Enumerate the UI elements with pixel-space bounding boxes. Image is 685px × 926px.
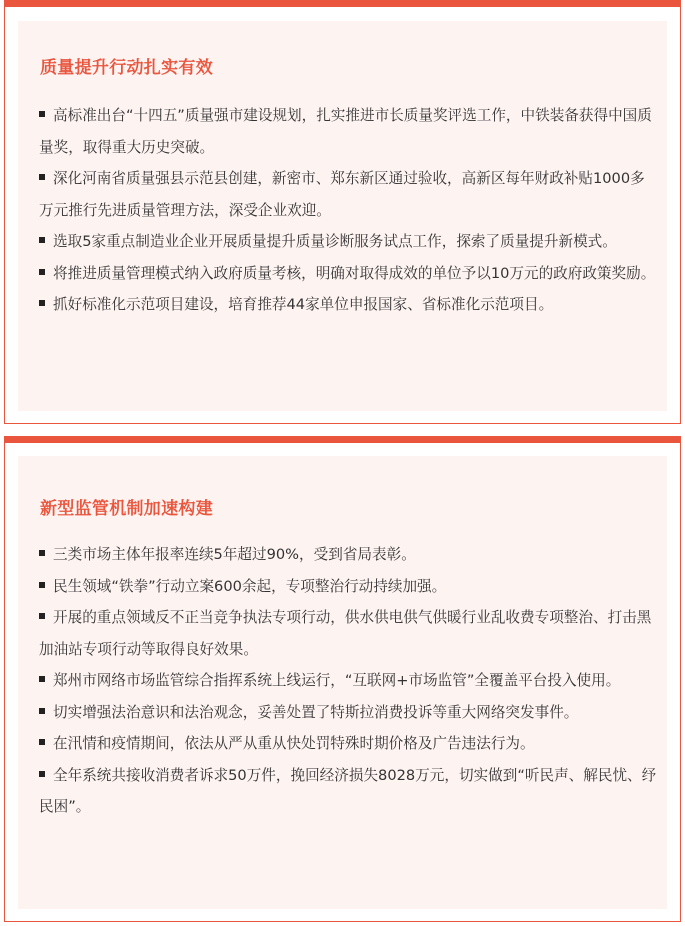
- section-panel: [18, 456, 667, 909]
- list-item: [39, 289, 657, 321]
- list-item-text: 郑州市网络市场监管综合指挥系统上线运行，“互联网+市场监管”全覆盖平台投入使用。: [53, 672, 621, 689]
- list-item: [39, 100, 657, 163]
- bullet-list: [39, 539, 657, 823]
- list-item-text: 高标准出台“十四五”质量强市建设规划，扎实推进市长质量奖评选工作，中铁装备获得中国质量奖，取得重大历史突破。: [39, 107, 652, 156]
- section-title: 新型监管机制加速构建: [40, 499, 213, 519]
- section-title: 质量提升行动扎实有效: [40, 58, 213, 78]
- list-item: [39, 539, 657, 571]
- square-bullet-icon: [39, 111, 45, 117]
- section-panel: [18, 21, 667, 411]
- list-item-text: 民生领域“铁拳”行动立案600余起，专项整治行动持续加强。: [53, 577, 447, 595]
- square-bullet-icon: [39, 676, 45, 682]
- list-item: [39, 571, 657, 603]
- list-item-text: 全年系统共接收消费者诉求50万件，挽回经济损失8028万元，切实做到“听民声、解民忧、纾民困”。: [39, 766, 657, 815]
- list-item: [39, 665, 657, 697]
- list-item-text: 抓好标准化示范项目建设，培育推荐44家单位申报国家、省标准化示范项目。: [53, 296, 554, 313]
- list-item-text: 选取5家重点制造业企业开展质量提升质量诊断服务试点工作，探索了质量提升新模式。: [53, 233, 617, 250]
- square-bullet-icon: [39, 300, 45, 306]
- list-item-text: 三类市场主体年报率连续5年超过90%，受到省局表彰。: [53, 546, 416, 563]
- square-bullet-icon: [39, 269, 45, 275]
- square-bullet-icon: [39, 771, 45, 777]
- square-bullet-icon: [39, 708, 45, 714]
- square-bullet-icon: [39, 237, 45, 243]
- square-bullet-icon: [39, 550, 45, 556]
- list-item: [39, 602, 657, 665]
- list-item: [39, 728, 657, 760]
- square-bullet-icon: [39, 174, 45, 180]
- list-item-text: 开展的重点领域反不正当竞争执法专项行动，供水供电供气供暖行业乱收费专项整治、打击黑加油站专项行动等取得良好效果。: [39, 609, 652, 658]
- section-new-supervision: [4, 436, 681, 922]
- list-item: [39, 697, 657, 729]
- bullet-list: [39, 100, 657, 321]
- section-quality-improvement: [4, 0, 681, 424]
- list-item: [39, 226, 657, 258]
- list-item-text: 将推进质量管理模式纳入政府质量考核，明确对取得成效的单位予以10万元的政府政策奖励。: [53, 264, 656, 282]
- list-item: [39, 760, 657, 823]
- list-item-text: 在汛情和疫情期间，依法从严从重从快处罚特殊时期价格及广告违法行为。: [53, 735, 535, 752]
- list-item-text: 深化河南省质量强县示范县创建，新密市、郑东新区通过验收，高新区每年财政补贴1000多万元推行先进质量管理方法，深受企业欢迎。: [39, 170, 645, 219]
- list-item: [39, 258, 657, 290]
- square-bullet-icon: [39, 582, 45, 588]
- square-bullet-icon: [39, 613, 45, 619]
- square-bullet-icon: [39, 739, 45, 745]
- list-item: [39, 163, 657, 226]
- list-item-text: 切实增强法治意识和法治观念，妥善处置了特斯拉消费投诉等重大网络突发事件。: [53, 703, 579, 721]
